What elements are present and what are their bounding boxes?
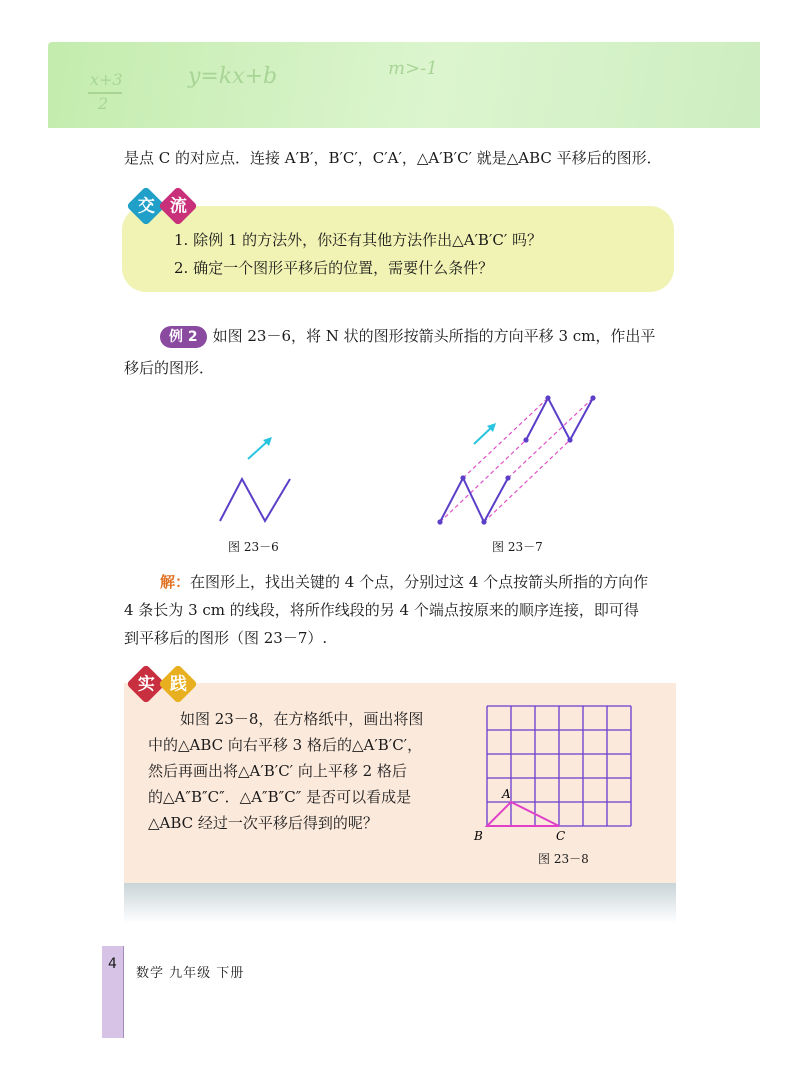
figure-23-8 (470, 700, 640, 845)
solution-line-2: 4 条长为 3 cm 的线段，将所作线段的另 4 个端点按原来的顺序连接，即可得 (124, 601, 639, 619)
solution-label: 解： (160, 573, 191, 591)
original-n-shape (440, 478, 508, 522)
example2-text-2: 移后的图形． (124, 359, 215, 377)
banner-inequality: m>-1 (388, 58, 438, 79)
exchange-question-2: 2. 确定一个图形平移后的位置，需要什么条件？ (174, 259, 494, 277)
exchange-question-1: 1. 除例 1 的方法外，你还有其他方法作出△A′B′C′ 吗？ (174, 231, 543, 249)
footer-divider (123, 946, 124, 1038)
practice-line-1: 如图 23－8，在方格纸中，画出将图 (180, 710, 424, 728)
figure-23-8-caption: 图 23－8 (538, 852, 589, 866)
example2-badge: 例 2 (160, 326, 207, 348)
example2-text-1: 如图 23－6，将 N 状的图形按箭头所指的方向平移 3 cm，作出平 (212, 327, 656, 345)
practice-tag (132, 670, 196, 698)
label-c: C (556, 829, 566, 843)
label-b: B (474, 829, 483, 843)
intro-paragraph: 是点 C 的对应点．连接 A′B′，B′C′，C′A′，△A′B′C′ 就是△ABC 平移后的图形． (124, 149, 662, 167)
banner-equation-linear: y=kx+b (188, 64, 278, 89)
figure-23-6-caption: 图 23－6 (228, 540, 279, 554)
translated-n-shape (526, 398, 593, 440)
example2-paragraph (160, 322, 690, 350)
practice-line-4: 的△A″B″C″．△A″B″C″ 是否可以看成是 (148, 788, 412, 806)
banner-fraction-top: x+3 (90, 70, 123, 89)
banner-fraction-bottom: 2 (98, 94, 109, 113)
book-title: 数学 九年级 下册 (136, 966, 245, 981)
n-shape (220, 479, 290, 521)
figure-23-7 (430, 390, 610, 530)
page-number: 4 (108, 956, 117, 972)
practice-shadow (124, 883, 676, 923)
chapter-banner (48, 42, 760, 128)
grid-lines (487, 706, 631, 826)
solution-line-1 (160, 568, 648, 596)
practice-line-5: △ABC 经过一次平移后得到的呢？ (148, 814, 378, 832)
key-points (437, 395, 595, 524)
practice-line-2: 中的△ABC 向右平移 3 格后的△A′B′C′， (148, 736, 423, 754)
exchange-tag-char-1: 交 (137, 196, 155, 216)
exchange-tag-char-2: 流 (169, 196, 187, 216)
exchange-tag (132, 192, 196, 220)
practice-tag-char-2: 践 (169, 674, 187, 694)
solution-line-3: 到平移后的图形（图 23－7）. (124, 629, 328, 647)
practice-tag-char-1: 实 (137, 674, 155, 694)
triangle-abc (487, 802, 559, 826)
practice-line-3: 然后再画出将△A′B′C′ 向上平移 2 格后 (148, 762, 407, 780)
translation-dashed-lines (440, 398, 593, 522)
figure-23-7-caption: 图 23－7 (492, 540, 543, 554)
label-a: A (502, 787, 511, 801)
solution-text-1: 在图形上，找出关键的 4 个点，分别过这 4 个点按箭头所指的方向作 (190, 573, 649, 591)
figure-23-6 (200, 425, 310, 530)
